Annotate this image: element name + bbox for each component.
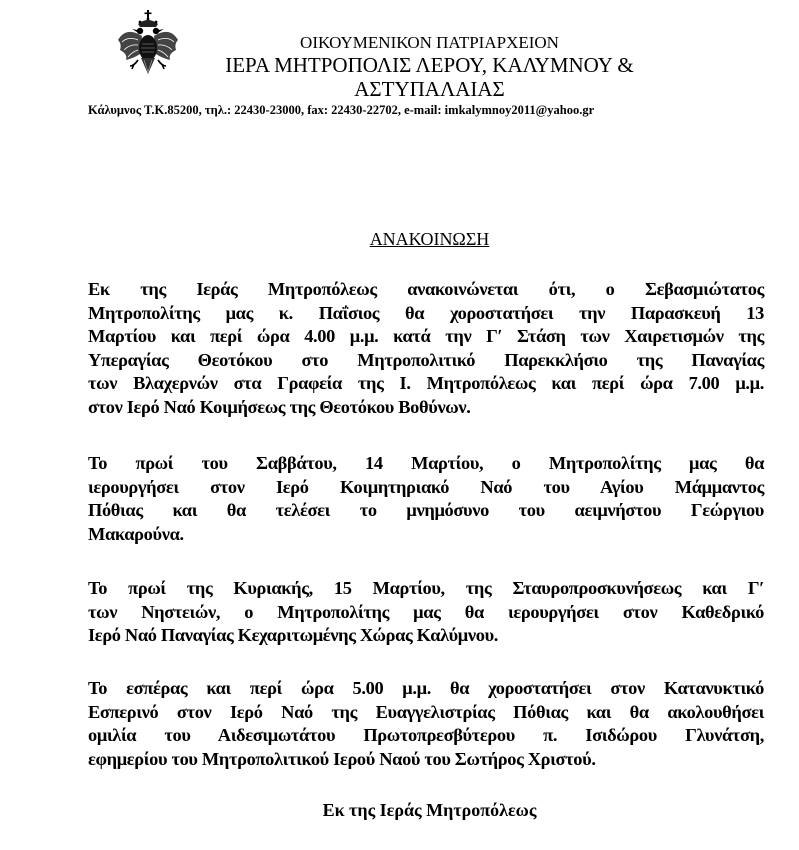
paragraph-line: ομιλία του Αιδεσιμωτάτου Πρωτοπρεσβύτερου π. Ισιδώρου Γλυνάτση, [88,725,764,746]
paragraph-line: Το πρωί του Σαββάτου, 14 Μαρτίου, ο Μητροπολίτης μας θα [88,453,764,473]
paragraph-line: Μακαρούνα. [88,523,184,544]
paragraph-4 [88,677,764,771]
paragraph-line: Εσπερινό στον Ιερό Ναό της Ευαγγελιστρίας Πόθιας και θα ακολουθήσει [88,701,764,722]
contact-info: Κάλυμνος Τ.Κ.85200, τηλ.: 22430-23000, fax: 22430-22702, e-mail: imkalymnoy2011@yahoo.gr [88,103,595,117]
paragraph-2 [88,452,764,546]
header-patriarchate: ΟΙΚΟΥΜΕΝΙΚΟΝ ΠΑΤΡΙΑΡΧΕΙΟΝ [300,33,559,52]
paragraph-line: Πόθιας και θα τελέσει το μνημόσυνο του αειμνήστου Γεώργιου [88,500,764,521]
paragraph-line: στον Ιερό Ναό Κοιμήσεως της Θεοτόκου Βοθύνων. [88,396,471,417]
paragraph-line: εφημερίου του Μητροπολιτικού Ιερού Ναού του Σωτήρος Χριστού. [88,748,596,769]
paragraph-line: Μητροπολίτης μας κ. Παΐσιος θα χοροστατήσει την Παρασκευή 13 [88,302,764,323]
closing-signature: Εκ της Ιεράς Μητροπόλεως [322,800,537,820]
paragraph-line: ιερουργήσει στον Ιερό Κοιμητηριακό Ναό του Αγίου Μάμμαντος [88,476,764,497]
paragraph-line: Μαρτίου και περί ώρα 4.00 μ.μ. κατά την Γ′ Στάση των Χαιρετισμών της [88,326,764,347]
paragraph-line: Το πρωί της Κυριακής, 15 Μαρτίου, της Σταυροπροσκυνήσεως και Γ′ [88,578,764,598]
header-metropolis-cont: ΑΣΤΥΠΑΛΑΙΑΣ [354,77,505,101]
header-metropolis: ΙΕΡΑ ΜΗΤΡΟΠΟΛΙΣ ΛΕΡΟΥ, ΚΑΛΥΜΝΟΥ & [225,53,634,77]
paragraph-line: Εκ της Ιεράς Μητροπόλεως ανακοινώνεται ότι, ο Σεβασμιώτατος [88,279,764,299]
announcement-title: ΑΝΑΚΟΙΝΩΣΗ [369,229,490,249]
paragraph-line: Ιερό Ναό Παναγίας Κεχαριτωμένης Χώρας Καλύμνου. [88,625,499,646]
paragraph-line: Το εσπέρας και περί ώρα 5.00 μ.μ. θα χοροστατήσει στον Κατανυκτικό [88,678,764,698]
paragraph-line: των Βλαχερνών στα Γραφεία της Ι. Μητροπόλεως και περί ώρα 7.00 μ.μ. [88,373,764,394]
paragraph-1 [88,278,764,420]
paragraph-3 [88,577,764,648]
paragraph-line: Υπεραγίας Θεοτόκου στο Μητροπολιτικό Παρεκκλήσιο της Παναγίας [88,349,764,370]
paragraph-line: των Νηστειών, ο Μητροπολίτης μας θα ιερουργήσει στον Καθεδρικό [88,601,764,622]
